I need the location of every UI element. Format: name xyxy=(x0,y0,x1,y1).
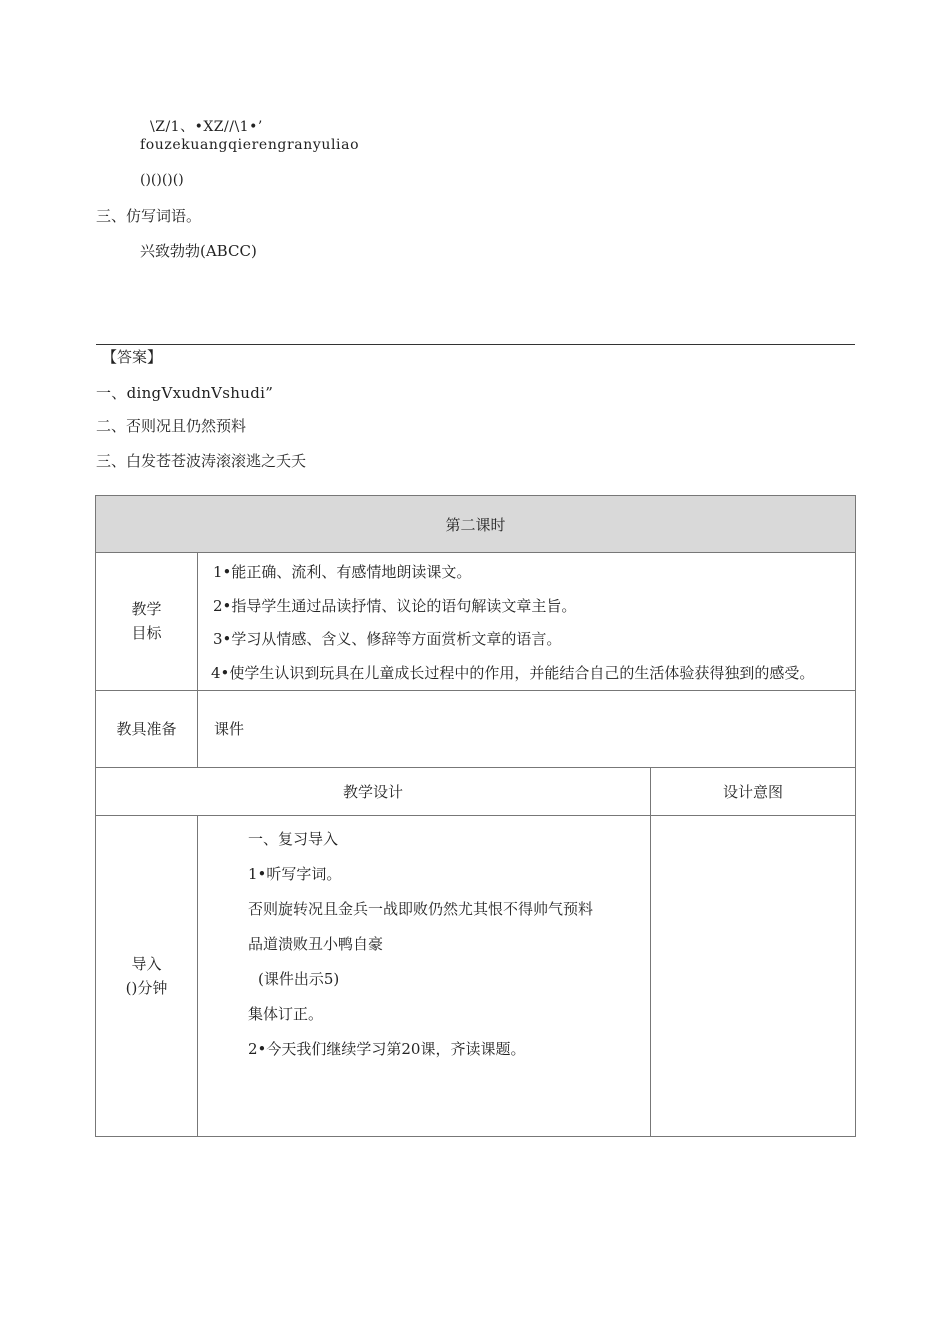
goal-item: 4•使学生认识到玩具在儿童成长过程中的作用，并能结合自己的生活体验获得独到的感受。 xyxy=(211,663,815,682)
answer-item-3: 三、白发苍苍波涛滚滚逃之夭夭 xyxy=(96,452,307,470)
design-line: 2•今天我们继续学习第20课，齐读课题。 xyxy=(248,1039,526,1058)
design-line: 集体订正。 xyxy=(248,1004,324,1023)
goals-list xyxy=(198,553,856,691)
design-line: 1•听写字词。 xyxy=(248,864,342,883)
goal-item: 2•指导学生通过品读抒情、议论的语句解读文章主旨。 xyxy=(213,596,577,615)
intent-header: 设计意图 xyxy=(651,767,856,815)
answer-item-1: 一、dingVxudnVshudi” xyxy=(96,384,274,402)
section-3-example: 兴致勃勃(ABCC) xyxy=(140,242,257,260)
table-row-title xyxy=(96,496,856,553)
goals-label xyxy=(96,553,198,691)
goal-item: 3•学习从情感、含义、修辞等方面赏析文章的语言。 xyxy=(213,630,562,648)
table-row-intro xyxy=(96,815,856,1136)
section-3-heading: 三、仿写词语。 xyxy=(96,207,202,225)
lesson-title: 第二课时 xyxy=(96,496,856,553)
design-header: 教学设计 xyxy=(96,767,651,815)
divider-line xyxy=(96,344,855,345)
answer-item-2: 二、否则况且仍然预料 xyxy=(96,417,247,435)
exercise-line-symbols: \Z/1、•XZ//\1•’ xyxy=(150,119,263,135)
table-row-design-header xyxy=(96,767,856,815)
design-line: (课件出示5) xyxy=(258,969,340,988)
design-line: 否则旋转况且金兵一战即败仍然尤其恨不得帅气预料 xyxy=(248,899,594,918)
exercise-blanks: ()()()() xyxy=(140,172,184,188)
table-row-prep xyxy=(96,690,856,767)
answers-title: 【答案】 xyxy=(102,348,163,366)
design-line: 品道溃败丑小鸭自豪 xyxy=(248,934,384,953)
prep-label: 教具准备 xyxy=(96,690,198,767)
table-row-goals xyxy=(96,553,856,691)
intro-label-line1: 导入 xyxy=(131,954,162,973)
goals-label-line1: 教学 xyxy=(131,600,162,619)
goal-item: 1•能正确、流利、有感情地朗读课文。 xyxy=(213,563,472,581)
intro-label xyxy=(96,815,198,1136)
design-content xyxy=(198,815,651,1136)
intro-label-line2: ()分钟 xyxy=(125,978,168,997)
goals-label-line2: 目标 xyxy=(131,624,162,643)
prep-value: 课件 xyxy=(198,690,856,767)
design-line: 一、复习导入 xyxy=(248,829,339,848)
intent-content xyxy=(651,815,856,1136)
exercise-pinyin: fouzekuangqierengranyuliao xyxy=(140,137,360,153)
lesson-plan-table xyxy=(95,495,856,1137)
